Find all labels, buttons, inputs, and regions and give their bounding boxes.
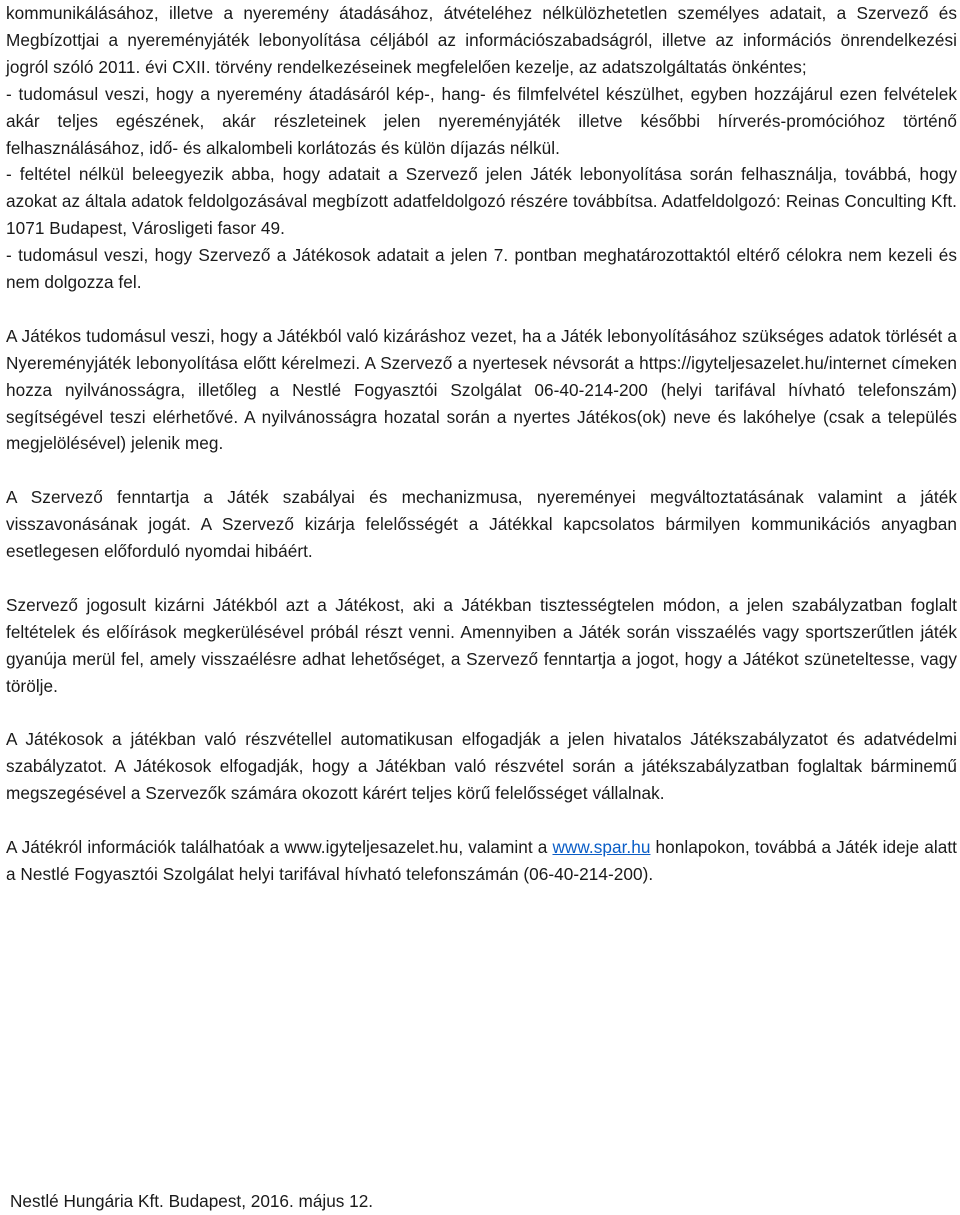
paragraph-spacer <box>6 296 957 323</box>
acceptance-section <box>6 726 957 807</box>
information-text-before-link: A Játékról információk találhatóak a www.igyteljesazelet.hu, valamint a <box>6 837 553 858</box>
exclusion-paragraph: Szervező jogosult kizárni Játékból azt a Játékost, aki a Játékban tisztességtelen módon, a jelen szabályzatban foglalt feltételek és előírások megkerülésével próbál részt venni. Amennyiben a Játék során visszaélés vagy sportszerűtlen játék gyanúja merül fel, amely visszaélésre adhat lehetőséget, a Szervező fenntartja a jogot, hogy a Játékot szüneteltesse, vagy törölje. <box>6 594 957 696</box>
signature-line: Nestlé Hungária Kft. Budapest, 2016. május 12. <box>10 1191 374 1211</box>
winners-publication-paragraph: A Játékos tudomásul veszi, hogy a Játékból való kizáráshoz vezet, ha a Játék lebonyolításához szükséges adatok törlését a Nyereményjáték lebonyolítása előtt kérelmezi. A Szervező a nyertesek névsorát a https://igyteljesazelet.hu/internet címeken hozza nyilvánosságra, illetőleg a Nestlé Fogyasztói Szolgálat 06-40-214-200 (helyi tarifával hívható telefonszám) segítségével teszi elérhetővé. A nyilvánosságra hozatal során a nyertes Játékos(ok) neve és lakóhelye (csak a település megjelölésével) jelenik meg. <box>6 325 957 454</box>
rules-change-section <box>6 484 957 565</box>
paragraph-spacer <box>6 565 957 592</box>
rules-change-paragraph: A Szervező fenntartja a Játék szabályai és mechanizmusa, nyereményei megváltoztatásának valamint a játék visszavonásának jogát. A Szervező kizárja felelősségét a Játékkal kapcsolatos bármilyen kommunikációs anyagban esetlegesen előforduló nyomdai hibáért. <box>6 487 957 562</box>
paragraph-spacer <box>6 457 957 484</box>
consent-paragraph-purpose: - tudomásul veszi, hogy Szervező a Játékosok adatait a jelen 7. pontban meghatározottaktól eltérő célokra nem kezeli és nem dolgozza fel. <box>6 245 957 293</box>
consent-paragraph-processor: - feltétel nélkül beleegyezik abba, hogy adatait a Szervező jelen Játék lebonyolítása során felhasználja, továbbá, hogy azokat az általa adatok feldolgozásával megbízott adatfeldolgozó részére továbbítsa. Adatfeldolgozó: Reinas Conculting Kft. 1071 Budapest, Városligeti fasor 49. <box>6 164 957 239</box>
spar-website-link[interactable]: www.spar.hu <box>552 837 651 858</box>
winners-publication-section <box>6 323 957 458</box>
consent-paragraph-recordings: - tudomásul veszi, hogy a nyeremény átadásáról kép-, hang- és filmfelvétel készülhet, egyben hozzájárul ezen felvételek akár teljes egészének, akár részleteinek jelen nyereményjáték illetve későbbi hírverés-promócióhoz történő felhasználásához, idő- és alkalombeli korlátozás és külön díjazás nélkül. <box>6 83 957 158</box>
information-paragraph <box>6 834 957 888</box>
data-consent-section <box>6 0 957 296</box>
acceptance-paragraph: A Játékosok a játékban való részvétellel automatikusan elfogadják a jelen hivatalos Játékszabályzatot és adatvédelmi szabályzatot. A Játékosok elfogadják, hogy a Játékban való részvétel során a játékszabályzatban foglaltak bárminemű megszegésével a Szervezők számára okozott kárért teljes körű felelősséget vállalnak. <box>6 729 957 804</box>
paragraph-spacer <box>6 807 957 834</box>
document-page <box>6 0 957 888</box>
exclusion-section <box>6 592 957 700</box>
paragraph-spacer <box>6 700 957 727</box>
consent-paragraph-data-handling: kommunikálásához, illetve a nyeremény átadásához, átvételéhez nélkülözhetetlen személyes adatait, a Szervező és Megbízottjai a nyereményjáték lebonyolítása céljából az információszabadságról, illetve az információs önrendelkezési jogról szóló 2011. évi CXII. törvény rendelkezéseinek megfelelően kezelje, az adatszolgáltatás önkéntes; <box>6 3 957 77</box>
information-section <box>6 834 957 888</box>
information-text-after-link: honlapokon, továbbá a Játék ideje alatt a Nestlé Fogyasztói Szolgálat helyi tarifával hívható telefonszámán (06-40-214-200). <box>6 837 957 884</box>
